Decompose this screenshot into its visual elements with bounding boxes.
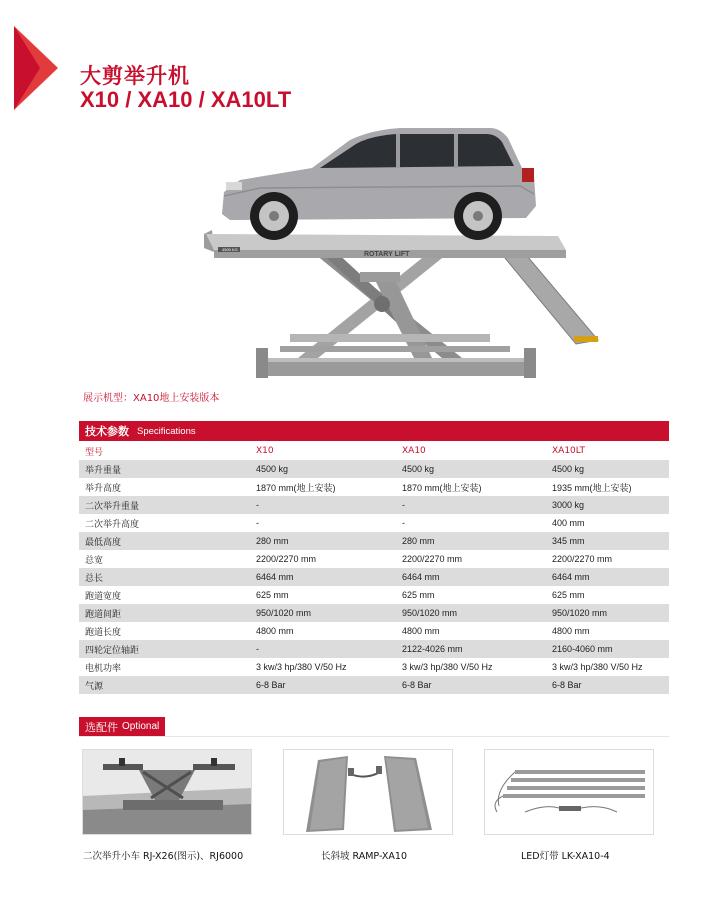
column-header: XA10 xyxy=(402,446,426,456)
table-row xyxy=(79,514,669,532)
cell-x10: 6464 mm xyxy=(250,568,396,586)
cell-xa10: 3 kw/3 hp/380 V/50 Hz xyxy=(402,662,493,672)
model-title: X10 / XA10 / XA10LT xyxy=(80,87,292,112)
cell-xa10: 4800 mm xyxy=(402,626,440,636)
jack-beam-image xyxy=(82,749,252,835)
cell-xa10lt: 950/1020 mm xyxy=(546,604,669,622)
row-label: 总宽 xyxy=(85,555,104,566)
row-label: 最低高度 xyxy=(79,532,250,550)
row-label: 跑道间距 xyxy=(79,604,250,622)
table-row xyxy=(79,532,669,550)
cell-x10: 6-8 Bar xyxy=(250,676,396,694)
table-row xyxy=(79,604,669,622)
cell-xa10: 2122-4026 mm xyxy=(396,640,546,658)
suv-vehicle xyxy=(222,128,536,240)
table-row xyxy=(79,460,669,478)
table-row xyxy=(79,622,669,640)
cell-xa10lt: 3000 kg xyxy=(546,496,669,514)
column-header: 型号 xyxy=(85,447,104,458)
row-label: 跑道长度 xyxy=(85,627,122,638)
optional-header xyxy=(79,717,165,736)
optional-caption-led: LED灯带 LK-XA10-4 xyxy=(521,851,610,862)
cell-xa10: - xyxy=(402,518,405,528)
cell-xa10lt: 400 mm xyxy=(552,518,585,528)
table-row xyxy=(79,496,669,514)
table-row xyxy=(79,478,669,496)
row-label: 总长 xyxy=(79,568,250,586)
row-label: 四轮定位轴距 xyxy=(79,640,250,658)
cell-x10: 3 kw/3 hp/380 V/50 Hz xyxy=(256,662,347,672)
row-label: 举升重量 xyxy=(79,460,250,478)
cell-xa10lt: 4500 kg xyxy=(546,460,669,478)
ramp-image xyxy=(283,749,453,835)
table-row xyxy=(79,658,669,676)
column-header: X10 xyxy=(256,446,274,456)
optional-title-en: Optional xyxy=(122,721,160,732)
cell-x10: 280 mm xyxy=(250,532,396,550)
cell-xa10: 6464 mm xyxy=(396,568,546,586)
column-header: XA10LT xyxy=(552,446,586,456)
table-row xyxy=(79,676,669,694)
cell-x10: 1870 mm(地上安装) xyxy=(256,482,336,493)
cell-xa10lt: 2200/2270 mm xyxy=(552,554,613,564)
cell-x10: 625 mm xyxy=(256,590,289,600)
specs-header xyxy=(79,421,669,441)
table-row xyxy=(79,568,669,586)
cell-xa10: 2200/2270 mm xyxy=(402,554,463,564)
cell-x10: 2200/2270 mm xyxy=(256,554,317,564)
product-image xyxy=(200,122,620,384)
cell-xa10lt: 3 kw/3 hp/380 V/50 Hz xyxy=(552,662,643,672)
platform-plate: 4500 KG xyxy=(222,247,238,252)
cell-x10: - xyxy=(250,496,396,514)
cell-x10: - xyxy=(250,640,396,658)
row-label: 二次举升重量 xyxy=(79,496,250,514)
optional-caption-jack-beam: 二次举升小车 RJ-X26(图示)、RJ6000 xyxy=(83,851,244,862)
cell-xa10: 1870 mm(地上安装) xyxy=(402,482,482,493)
table-row xyxy=(79,550,669,568)
cell-xa10: - xyxy=(396,496,546,514)
specs-title-en: Specifications xyxy=(137,425,196,437)
product-caption: 展示机型：XA10地上安装版本 xyxy=(83,393,220,404)
cell-xa10: 950/1020 mm xyxy=(396,604,546,622)
cell-xa10: 280 mm xyxy=(396,532,546,550)
ramp-right xyxy=(500,250,598,344)
cell-xa10: 625 mm xyxy=(402,590,435,600)
specs-title-cn: 技术参数 xyxy=(85,425,129,438)
specs-header-row xyxy=(79,442,669,460)
corner-arrow-decoration xyxy=(0,26,58,110)
table-row xyxy=(79,586,669,604)
row-label: 举升高度 xyxy=(85,483,122,494)
scissor-arms xyxy=(280,250,510,358)
specs-table xyxy=(79,442,669,694)
cell-x10: - xyxy=(256,518,259,528)
cell-x10: 4800 mm xyxy=(256,626,294,636)
row-label: 跑道宽度 xyxy=(85,591,122,602)
cell-x10: 950/1020 mm xyxy=(250,604,396,622)
cell-xa10lt: 6-8 Bar xyxy=(546,676,669,694)
cell-xa10lt: 1935 mm(地上安装) xyxy=(552,482,632,493)
cell-x10: 4500 kg xyxy=(250,460,396,478)
cell-xa10lt: 345 mm xyxy=(546,532,669,550)
cell-xa10lt: 4800 mm xyxy=(552,626,590,636)
brand-mark: ROTARY LIFT xyxy=(364,251,410,258)
row-label: 气源 xyxy=(79,676,250,694)
cell-xa10lt: 625 mm xyxy=(552,590,585,600)
cell-xa10: 4500 kg xyxy=(396,460,546,478)
row-label: 二次举升高度 xyxy=(85,519,140,530)
optional-divider xyxy=(79,736,669,737)
runway-platform xyxy=(206,234,566,250)
cell-xa10lt: 6464 mm xyxy=(546,568,669,586)
cell-xa10: 6-8 Bar xyxy=(396,676,546,694)
optional-title-cn: 选配件 xyxy=(85,720,118,734)
cell-xa10lt: 2160-4060 mm xyxy=(546,640,669,658)
table-row xyxy=(79,640,669,658)
optional-caption-ramp: 长斜坡 RAMP-XA10 xyxy=(321,851,408,862)
row-label: 电机功率 xyxy=(85,663,122,674)
page-title: 大剪举升机 xyxy=(80,64,190,88)
lift-base-frame xyxy=(262,362,532,376)
led-strip-image xyxy=(484,749,654,835)
